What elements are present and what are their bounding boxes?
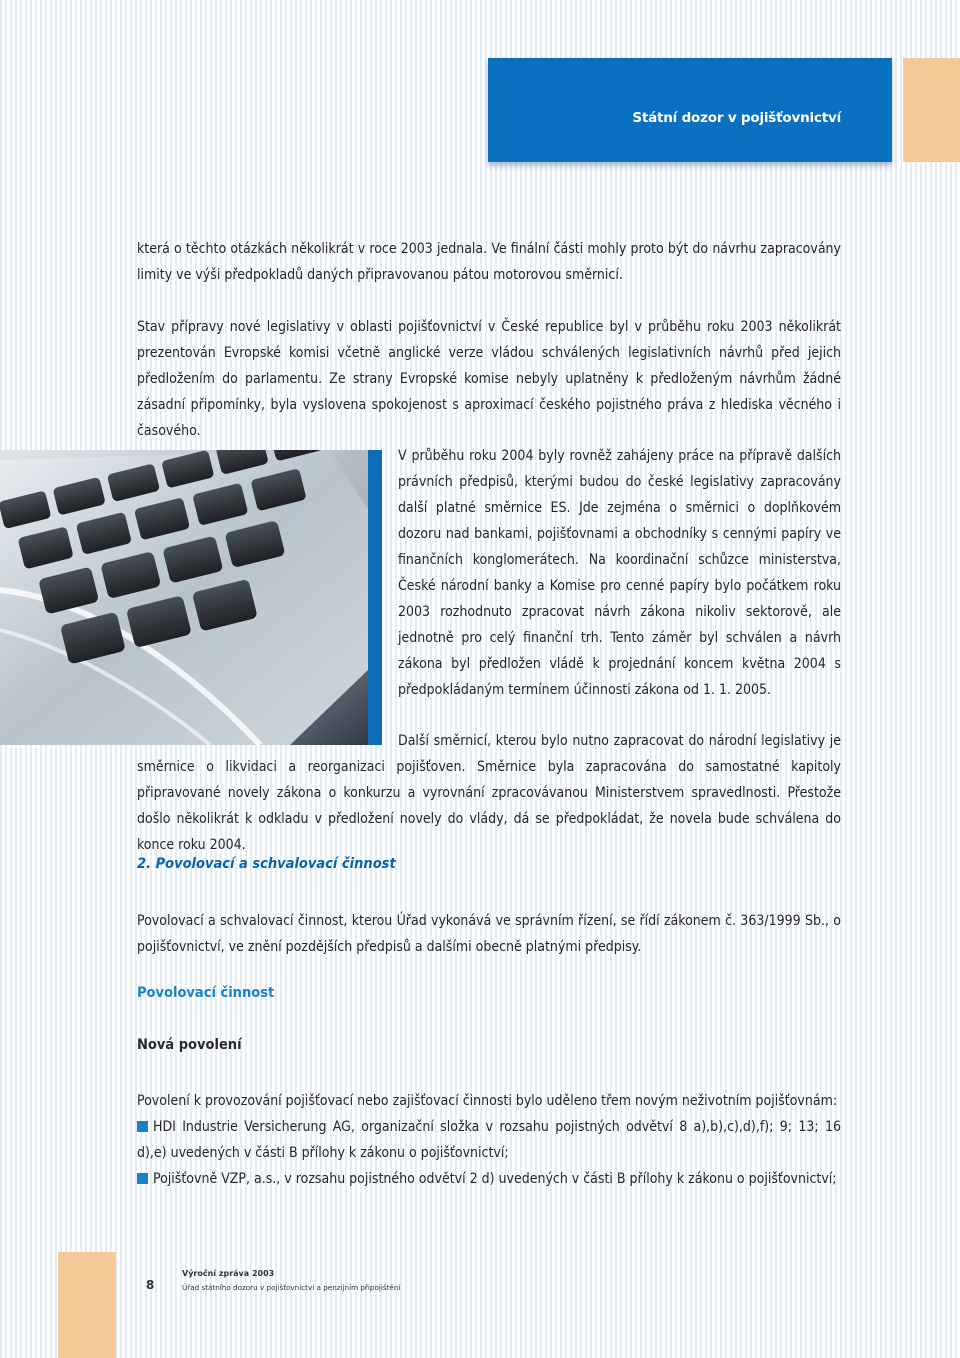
section-heading: 2. Povolovací a schvalovací činnost	[137, 856, 396, 872]
paragraph-1: která o těchto otázkách několikrát v roce 2003 jednala. Ve finální části mohly proto být do návrhu zapracovány limity ve výši předpokladů daných připravovanou pátou motorovou směrnicí.	[137, 241, 841, 283]
paragraph-2: Stav přípravy nové legislativy v oblasti pojišťovnictví v České republice byl v průběhu roku 2003 několikrát prezentován Evropské komisi včetně anglické verze vládou schválených legislativních návrhů před jejich předložením do parlamentu. Ze strany Evropské komise nebyly uplatněny k předloženým návrhům žádné zásadní připomínky, byla vyslovena spokojenost s aproximací českého pojistného práva z hlediska věcného i časového.	[137, 319, 841, 439]
footer-office-name: Úřad státního dozoru v pojišťovnictví a penzijním připojištění	[182, 1283, 401, 1292]
header-banner	[488, 58, 892, 162]
list-item	[137, 1114, 841, 1166]
list-item-text: Pojišťovně VZP, a.s., v rozsahu pojistného odvětví 2 d) uvedených v části B přílohy k zákonu o pojišťovnictví;	[153, 1171, 837, 1187]
page-number: 8	[146, 1278, 155, 1292]
square-bullet-icon	[137, 1121, 148, 1132]
paragraph-4: Další směrnicí, kterou bylo nutno zapracovat do národní legislativy je směrnice o likvidaci a reorganizaci pojišťoven. Směrnice byla zapracována do samostatné kapitoly připravované novely zákona o konkurzu a vyrovnání zpracovávanou Ministerstvem spravedlnosti. Přestože došlo několikrát k odkladu v předložení novely do vlády, dá se předpokládat, že novela bude schválena do konce roku 2004.	[137, 733, 841, 853]
list-item-text: HDI Industrie Versicherung AG, organizační složka v rozsahu pojistných odvětví 8 a),b),c),d),f); 9; 13; 16 d),e) uvedených v části B přílohy k zákonu o pojišťovnictví;	[137, 1119, 841, 1161]
licence-list	[137, 1114, 841, 1192]
subheading-povolovaci: Povolovací činnost	[137, 985, 275, 1001]
header-title: Státní dozor v pojišťovnictví	[632, 110, 841, 126]
paragraph-3: V průběhu roku 2004 byly rovněž zahájeny práce na přípravě dalších právních předpisů, kterými budou do české legislativy zapracovány další platné směrnice ES. Jde zejména o směrnici o doplňkovém dozoru nad bankami, pojišťovnami a obchodníky s cennými papíry ve finančních konglomerátech. Na koordinační schůzce ministerstva, České národní banky a Komise pro cenné papíry bylo počátkem roku 2003 rozhodnuto zpracovat návrh zákona nikoliv sektorově, ale jednotně pro celý finanční trh. Tento záměr byl schválen a návrh zákona byl předložen vládě k projednání koncem května 2004 s předpokládaným termínem účinnosti zákona od 1. 1. 2005.	[398, 448, 841, 698]
accent-block-top	[903, 58, 960, 162]
keyboard-photo-icon	[0, 450, 382, 745]
subheading-nova-povoleni: Nová povolení	[137, 1037, 242, 1053]
keyboard-photo	[0, 450, 382, 745]
footer-report-title: Výroční zpráva 2003	[182, 1269, 275, 1278]
accent-block-bottom	[58, 1252, 116, 1358]
paragraph-5: Povolovací a schvalovací činnost, kterou Úřad vykonává ve správním řízení, se řídí zákonem č. 363/1999 Sb., o pojišťovnictví, ve znění pozdějších předpisů a dalšími obecně platnými předpisy.	[137, 913, 841, 955]
list-item	[137, 1166, 841, 1192]
square-bullet-icon	[137, 1173, 148, 1184]
paragraph-6: Povolení k provozování pojišťovací nebo zajišťovací činnosti bylo uděleno třem novým neživotním pojišťovnám:	[137, 1093, 838, 1109]
